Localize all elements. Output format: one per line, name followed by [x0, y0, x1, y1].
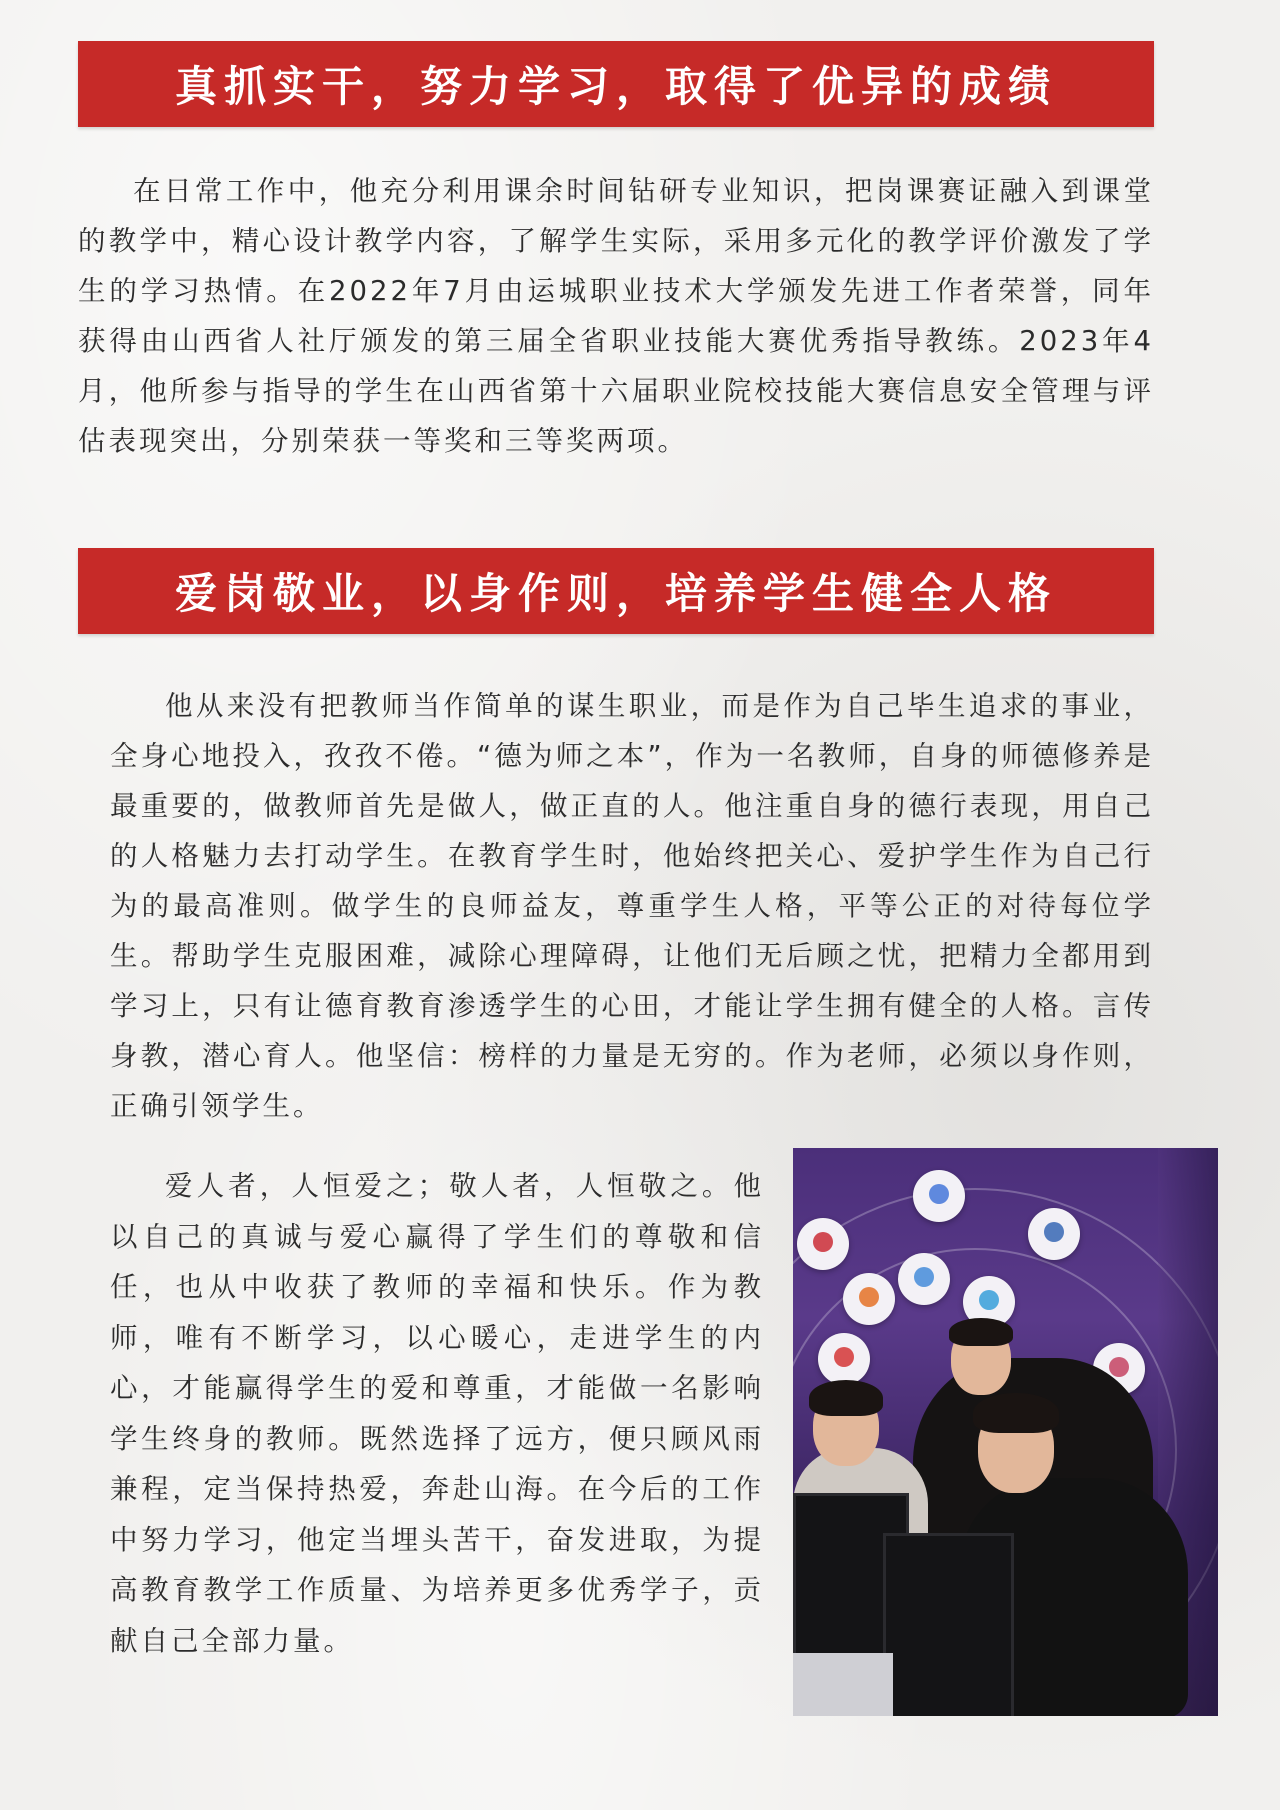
desk — [793, 1653, 893, 1716]
section-title: 真抓实干，努力学习，取得了优异的成绩 — [174, 62, 1057, 111]
logo-bubble-icon — [913, 1170, 965, 1222]
achievements-paragraph: 在日常工作中，他充分利用课余时间钻研专业知识，把岗课赛证融入到课堂的教学中，精心设计教学内容，了解学生实际，采用多元化的教学评价激发了学生的学习热情。在2022年7月由运城职业技术大学颁发先进工作者荣誉，同年获得由山西省人社厅颁发的第三届全省职业技能大赛优秀指导教练。2023年4月，他所参与指导的学生在山西省第十六届职业院校技能大赛信息安全管理与评估表现突出，分别荣获一等奖和三等奖两项。 — [78, 175, 1154, 457]
logo-bubble-icon — [797, 1218, 849, 1270]
logo-bubble-icon — [1028, 1208, 1080, 1260]
section-title-banner-achievements — [78, 41, 1154, 127]
teacher-students-photo — [793, 1148, 1218, 1716]
logo-bubble-icon — [843, 1273, 895, 1325]
logo-bubble-icon — [898, 1253, 950, 1305]
logo-bubble-icon — [818, 1333, 870, 1385]
dedication-paragraph: 他从来没有把教师当作简单的谋生职业，而是作为自己毕生追求的事业，全身心地投入，孜孜不倦。“德为师之本”，作为一名教师，自身的师德修养是最重要的，做教师首先是做人，做正直的人。他注重自身的德行表现，用自己的人格魅力去打动学生。在教育学生时，他始终把关心、爱护学生作为自己行为的最高准则。做学生的良师益友，尊重学生人格，平等公正的对待每位学生。帮助学生克服困难，减除心理障碍，让他们无后顾之忧，把精力全都用到学习上，只有让德育教育渗透学生的心田，才能让学生拥有健全的人格。言传身教，潜心育人。他坚信：榜样的力量是无穷的。作为老师，必须以身作则，正确引领学生。 — [110, 690, 1154, 1122]
love-respect-paragraph: 爱人者，人恒爱之；敬人者，人恒敬之。他以自己的真诚与爱心赢得了学生们的尊敬和信任，也从中收获了教师的幸福和快乐。作为教师，唯有不断学习，以心暖心，走进学生的内心，才能赢得学生的爱和尊重，才能做一名影响学生终身的教师。既然选择了远方，便只顾风雨兼程，定当保持热爱，奔赴山海。在今后的工作中努力学习，他定当埋头苦干，奋发进取，为提高教育教学工作质量、为培养更多优秀学子，贡献自己全部力量。 — [110, 1170, 764, 1657]
section-title-banner-dedication — [78, 548, 1154, 634]
computer-monitor — [883, 1533, 1014, 1716]
section-title: 爱岗敬业，以身作则，培养学生健全人格 — [174, 569, 1057, 618]
